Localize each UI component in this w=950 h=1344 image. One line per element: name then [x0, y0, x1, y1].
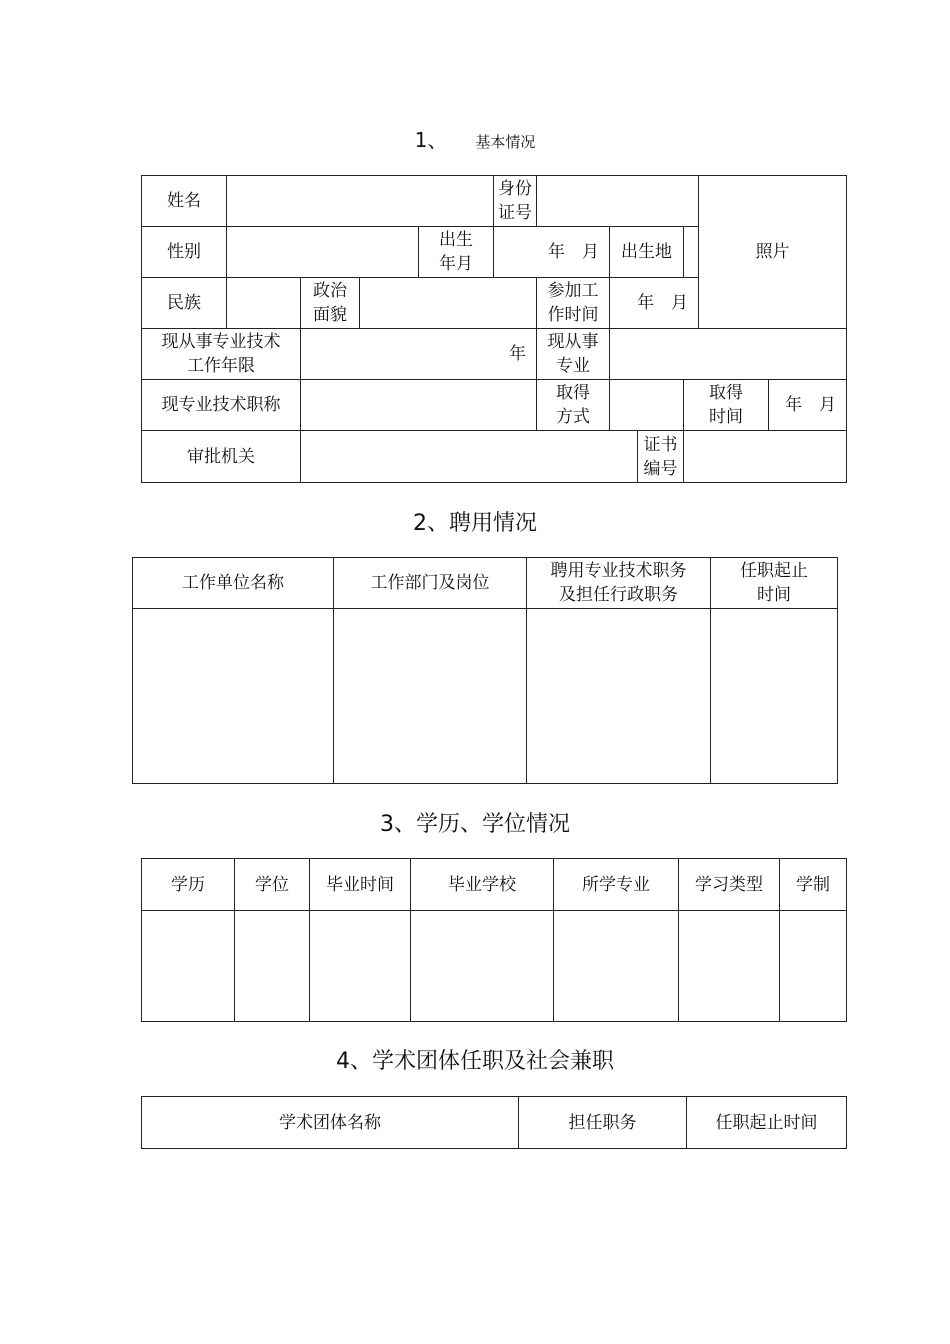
major-label: 现从事 专业	[537, 329, 610, 380]
employer-cell[interactable]	[133, 609, 334, 784]
tenure-cell[interactable]	[711, 609, 838, 784]
edu-cell-major[interactable]	[554, 911, 679, 1022]
political-label: 政治 面貌	[301, 278, 360, 329]
edu-cell-title[interactable]	[235, 911, 310, 1022]
ethnicity-field[interactable]	[227, 278, 301, 329]
birth-field[interactable]: 年 月	[494, 227, 610, 278]
education-table	[141, 858, 847, 1022]
cert-field[interactable]	[684, 431, 847, 483]
section-4-title: 4、学术团体任职及社会兼职	[336, 1049, 614, 1074]
id-label: 身份 证号	[494, 176, 537, 227]
approval-label: 审批机关	[142, 431, 301, 483]
section-1-title	[0, 124, 950, 153]
gender-label: 性别	[142, 227, 227, 278]
join-work-field[interactable]: 年 月	[610, 278, 699, 329]
political-field[interactable]	[360, 278, 537, 329]
approval-field[interactable]	[301, 431, 638, 483]
academic-table	[141, 1096, 847, 1149]
employer-header: 工作单位名称	[133, 558, 334, 609]
edu-header-major: 所学专业	[554, 859, 679, 911]
section-2-title: 2、聘用情况	[413, 511, 537, 536]
photo-cell[interactable]: 照片	[699, 176, 847, 329]
name-field[interactable]	[227, 176, 494, 227]
edu-header-type: 学习类型	[679, 859, 780, 911]
department-cell[interactable]	[334, 609, 527, 784]
position-header: 聘用专业技术职务 及担任行政职务	[527, 558, 711, 609]
section-3-title: 3、学历、学位情况	[380, 812, 570, 837]
major-field[interactable]	[610, 329, 847, 380]
section-1-text: 基本情况	[475, 133, 536, 151]
ethnicity-label: 民族	[142, 278, 227, 329]
position-cell[interactable]	[527, 609, 711, 784]
employment-table	[132, 557, 838, 784]
section-1-number: 1、	[414, 128, 448, 152]
join-work-label: 参加工 作时间	[537, 278, 610, 329]
edu-cell-type[interactable]	[679, 911, 780, 1022]
edu-cell-school[interactable]	[411, 911, 554, 1022]
society-tenure-header: 任职起止时间	[687, 1097, 847, 1149]
edu-header-length: 学制	[780, 859, 847, 911]
cert-label: 证书 编号	[638, 431, 684, 483]
obtain-time-label: 取得 时间	[684, 380, 769, 431]
birth-label: 出生 年月	[419, 227, 494, 278]
edu-header-degree: 学历	[142, 859, 235, 911]
edu-header-title: 学位	[235, 859, 310, 911]
obtain-method-field[interactable]	[610, 380, 684, 431]
years-field[interactable]: 年	[301, 329, 537, 380]
edu-cell-grad-time[interactable]	[310, 911, 411, 1022]
society-name-header: 学术团体名称	[142, 1097, 519, 1149]
edu-header-grad-time: 毕业时间	[310, 859, 411, 911]
edu-cell-length[interactable]	[780, 911, 847, 1022]
department-header: 工作部门及岗位	[334, 558, 527, 609]
years-label: 现从事专业技术 工作年限	[142, 329, 301, 380]
obtain-time-field[interactable]: 年 月	[769, 380, 847, 431]
edu-header-school: 毕业学校	[411, 859, 554, 911]
tenure-header: 任职起止 时间	[711, 558, 838, 609]
id-field[interactable]	[537, 176, 699, 227]
society-role-header: 担任职务	[519, 1097, 687, 1149]
basic-info-table	[141, 175, 847, 483]
birthplace-field[interactable]	[684, 227, 699, 278]
title-field[interactable]	[301, 380, 537, 431]
birthplace-label: 出生地	[610, 227, 684, 278]
edu-cell-degree[interactable]	[142, 911, 235, 1022]
gender-field[interactable]	[227, 227, 419, 278]
obtain-method-label: 取得 方式	[537, 380, 610, 431]
name-label: 姓名	[142, 176, 227, 227]
title-label: 现专业技术职称	[142, 380, 301, 431]
